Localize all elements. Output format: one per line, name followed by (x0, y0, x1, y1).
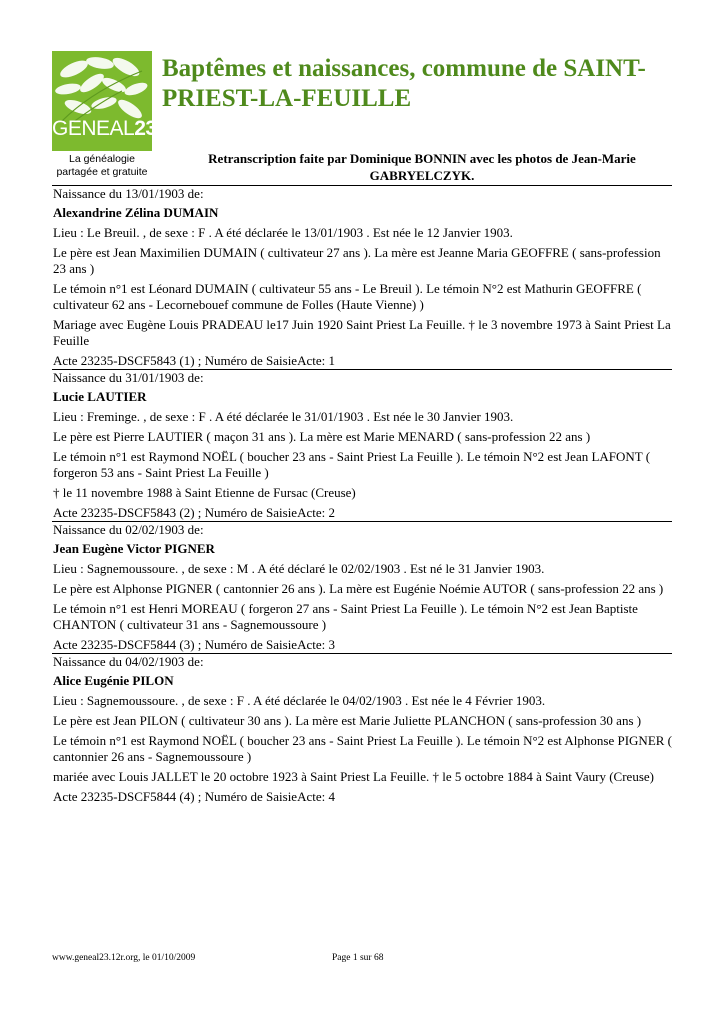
record-line: Mariage avec Eugène Louis PRADEAU le17 Juin 1920 Saint Priest La Feuille. † le 3 novembre 1973 à Saint Priest La Feuille (53, 317, 671, 348)
record-line: Le témoin n°1 est Raymond NOËL ( boucher 23 ans - Saint Priest La Feuille ). Le témoin N°2 est Jean LAFONT ( forgeron 53 ans - Saint Priest La Feuille ) (53, 449, 651, 480)
record-line: Le père est Jean Maximilien DUMAIN ( cultivateur 27 ans ). La mère est Jeanne Maria GEOFFRE ( sans-profession 23 ans ) (53, 245, 661, 276)
record-name: Lucie LAUTIER (53, 389, 147, 404)
record-acte: Acte 23235-DSCF5844 (3) ; Numéro de SaisieActe: 3 (53, 637, 335, 652)
record-date: Naissance du 02/02/1903 de: (53, 522, 204, 537)
record-line: Le témoin n°1 est Henri MOREAU ( forgeron 27 ans - Saint Priest La Feuille ). Le témoin N°2 est Jean Baptiste CHANTON ( cultivateur 31 ans - Sagnemoussoure ) (53, 601, 638, 632)
footer-source: www.geneal23.12r.org, le 01/10/2009 (52, 953, 196, 963)
records-list (52, 185, 672, 805)
record-line: mariée avec Louis JALLET le 20 octobre 1923 à Saint Priest La Feuille. † le 5 octobre 1884 à Saint Vaury (Creuse) (53, 769, 654, 784)
birth-record (52, 653, 672, 805)
record-name: Jean Eugène Victor PIGNER (53, 541, 215, 556)
logo-brand-text: GENEAL (52, 117, 135, 140)
record-line: Le témoin n°1 est Léonard DUMAIN ( cultivateur 55 ans - Le Breuil ). Le témoin N°2 est Mathurin GEOFFRE ( cultivateur 62 ans - Lecornebouef commune de Folles (Haute Vienne) ) (53, 281, 642, 312)
record-line: Lieu : Freminge. , de sexe : F . A été déclarée le 31/01/1903 . Est née le 30 Janvier 1903. (53, 409, 514, 424)
birth-record (52, 521, 672, 653)
record-acte: Acte 23235-DSCF5844 (4) ; Numéro de SaisieActe: 4 (53, 789, 335, 804)
record-line: Lieu : Sagnemoussoure. , de sexe : M . A été déclaré le 02/02/1903 . Est né le 31 Janvier 1903. (53, 561, 545, 576)
record-acte: Acte 23235-DSCF5843 (1) ; Numéro de SaisieActe: 1 (53, 353, 335, 368)
record-name: Alexandrine Zélina DUMAIN (53, 205, 219, 220)
logo-brand-number: 23 (134, 117, 157, 140)
birth-record (52, 185, 672, 369)
record-line: Le père est Alphonse PIGNER ( cantonnier 26 ans ). La mère est Eugénie Noémie AUTOR ( sans-profession 22 ans ) (53, 581, 664, 596)
record-date: Naissance du 31/01/1903 de: (53, 370, 204, 385)
record-line: Lieu : Le Breuil. , de sexe : F . A été déclarée le 13/01/1903 . Est née le 12 Janvier 1903. (53, 225, 513, 240)
record-line: Le père est Jean PILON ( cultivateur 30 ans ). La mère est Marie Juliette PLANCHON ( sans-profession 30 ans ) (53, 713, 642, 728)
record-line: Le témoin n°1 est Raymond NOËL ( boucher 23 ans - Saint Priest La Feuille ). Le témoin N°2 est Alphonse PIGNER ( cantonnier 26 ans - Sagnemoussoure ) (53, 733, 673, 764)
record-name: Alice Eugénie PILON (53, 673, 174, 688)
record-line: Lieu : Sagnemoussoure. , de sexe : F . A été déclarée le 04/02/1903 . Est née le 4 Février 1903. (53, 693, 546, 708)
footer-page-number: Page 1 sur 68 (332, 953, 384, 963)
record-line: † le 11 novembre 1988 à Saint Etienne de Fursac (Creuse) (53, 485, 356, 500)
logo-caption (44, 153, 160, 179)
page-title: Baptêmes et naissances, commune de SAINT-PRIEST-LA-FEUILLE (162, 55, 646, 112)
birth-record (52, 369, 672, 521)
geneal23-logo (52, 51, 157, 151)
logo-caption-line2: partagée et gratuite (56, 166, 148, 178)
record-date: Naissance du 13/01/1903 de: (53, 186, 204, 201)
logo-brand (52, 117, 157, 141)
record-line: Le père est Pierre LAUTIER ( maçon 31 ans ). La mère est Marie MENARD ( sans-profession 22 ans ) (53, 429, 591, 444)
record-acte: Acte 23235-DSCF5843 (2) ; Numéro de SaisieActe: 2 (53, 505, 335, 520)
logo-caption-line1: La généalogie (69, 153, 135, 165)
record-date: Naissance du 04/02/1903 de: (53, 654, 204, 669)
page-subtitle: Retranscription faite par Dominique BONNIN avec les photos de Jean-Marie GABRYELCZYK. (208, 151, 636, 183)
